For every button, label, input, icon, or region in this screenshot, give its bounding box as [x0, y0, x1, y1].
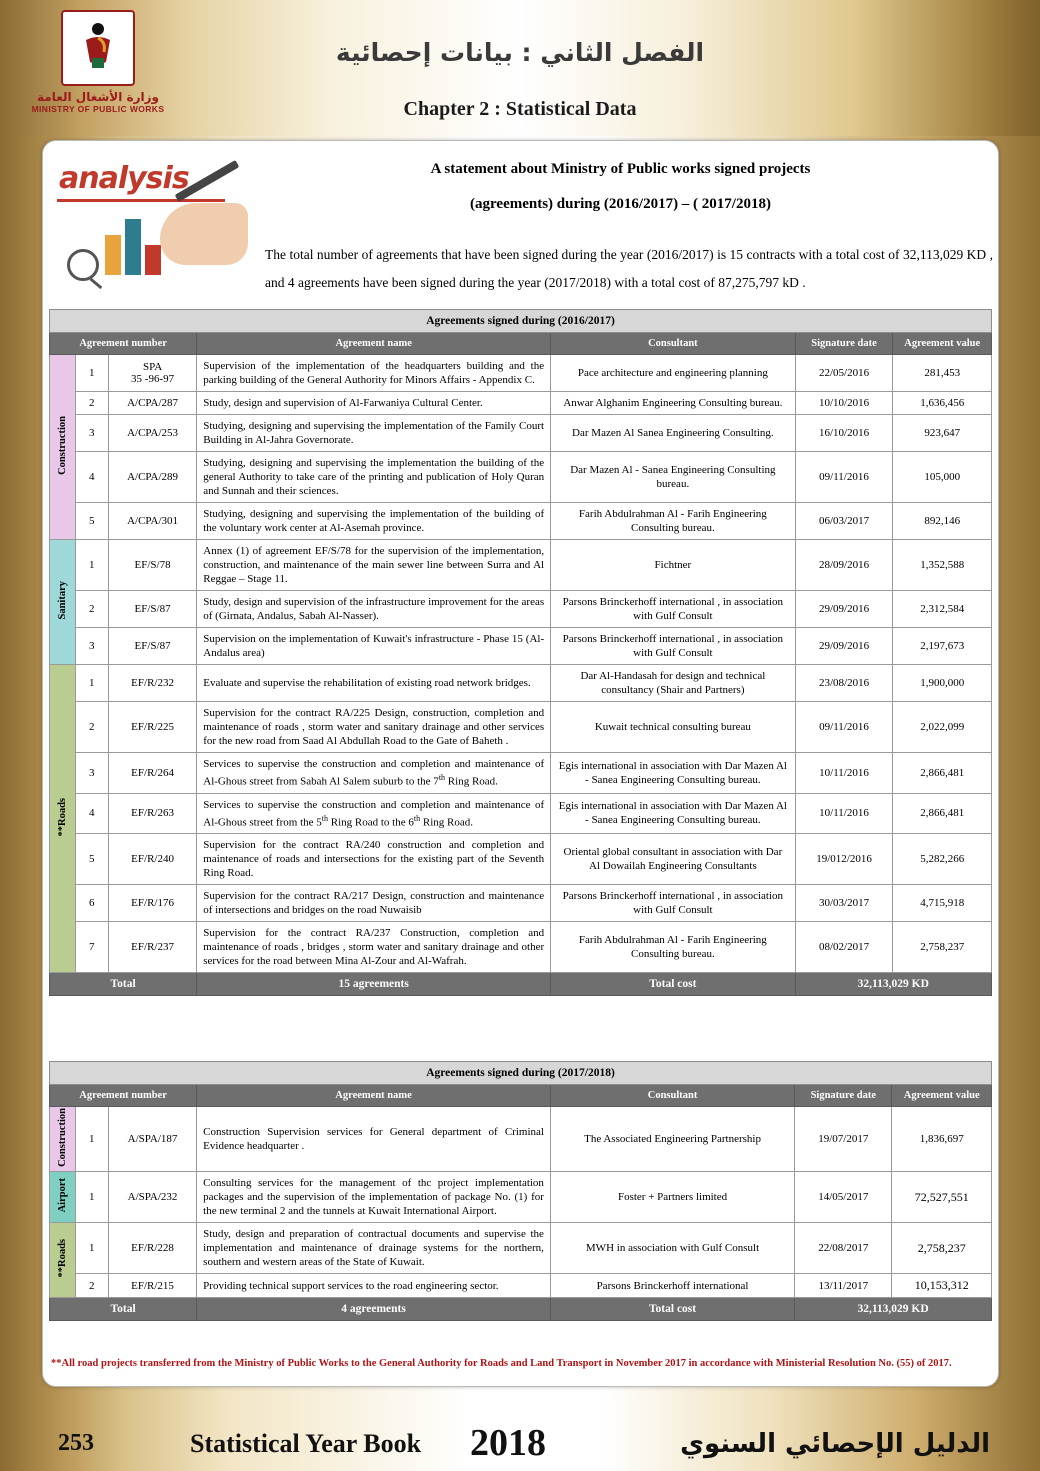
signature-date: 14/05/2017	[795, 1172, 892, 1223]
col-consultant: Consultant	[551, 333, 795, 355]
logo-english-label: MINISTRY OF PUBLIC WORKS	[31, 104, 165, 114]
signature-date: 16/10/2016	[795, 415, 893, 452]
consultant: Farih Abdulrahman Al - Farih Engineering Consulting bureau.	[551, 503, 795, 540]
footer-year: 2018	[470, 1422, 546, 1464]
consultant: Dar Al-Handasah for design and technical consultancy (Shair and Partners)	[551, 665, 795, 702]
agreement-name: Supervision for the contract RA/225 Design, construction, completion and maintenance of roads , storm water and sanitary drainage and other services for the new road from Saad Al Abdullah Road to the Gate of Baheth .	[197, 702, 551, 753]
row-index: 3	[75, 753, 108, 794]
agreement-number: A/CPA/253	[108, 415, 196, 452]
table-row	[50, 628, 992, 665]
row-index: 2	[75, 702, 108, 753]
total-agreements: 4 agreements	[197, 1298, 551, 1321]
row-index: 2	[75, 1274, 108, 1298]
total-agreements: 15 agreements	[197, 973, 551, 996]
table-row	[50, 540, 992, 591]
section2-header-row	[50, 1085, 992, 1107]
signature-date: 08/02/2017	[795, 922, 893, 973]
col-agreement-number: Agreement number	[50, 333, 197, 355]
content-card	[42, 140, 999, 1387]
col-consultant: Consultant	[550, 1085, 794, 1107]
consultant: MWH in association with Gulf Consult	[550, 1223, 794, 1274]
agreement-name: Studying, designing and supervising the implementation of the Family Court Building in Al-Jahra Governorate.	[197, 415, 551, 452]
agreement-value: 105,000	[893, 452, 992, 503]
chapter-title-arabic: الفصل الثاني : بيانات إحصائية	[335, 38, 705, 67]
consultant: Pace architecture and engineering planning	[551, 355, 795, 392]
row-index: 3	[75, 415, 108, 452]
section-2017-2018	[49, 1061, 992, 1321]
agreement-value: 72,527,551	[892, 1172, 992, 1223]
table-row	[50, 1274, 992, 1298]
col-agreement-name: Agreement name	[197, 1085, 551, 1107]
chapter-title-english: Chapter 2 : Statistical Data	[403, 98, 637, 120]
agreement-name: Studying, designing and supervising the implementation of the building of the voluntary work center at Al-Asemah province.	[197, 503, 551, 540]
total-label: Total	[50, 973, 197, 996]
agreement-name: Evaluate and supervise the rehabilitation of existing road network bridges.	[197, 665, 551, 702]
consultant: Parsons Brinckerhoff international , in association with Gulf Consult	[551, 885, 795, 922]
agreement-value: 2,758,237	[893, 922, 992, 973]
agreement-value: 5,282,266	[893, 834, 992, 885]
agreement-value: 1,900,000	[893, 665, 992, 702]
statement-title-line2: (agreements) during (2016/2017) – ( 2017/2018)	[470, 196, 771, 212]
agreement-number: EF/S/87	[108, 591, 196, 628]
consultant: The Associated Engineering Partnership	[550, 1107, 794, 1172]
chart-bar-2	[125, 219, 141, 275]
agreement-value: 2,312,584	[893, 591, 992, 628]
agreement-number: EF/R/228	[108, 1223, 196, 1274]
category-construction: Construction	[50, 1107, 76, 1172]
magnifier-icon	[67, 249, 99, 281]
agreement-value: 281,453	[893, 355, 992, 392]
agreement-value: 2,866,481	[893, 793, 992, 834]
row-index: 5	[75, 834, 108, 885]
row-index: 1	[75, 1107, 108, 1172]
agreement-name: Supervision for the contract RA/240 construction and completion and maintenance of roads and intersections for the existing part of the Seventh Ring Road.	[197, 834, 551, 885]
magnifier-handle-icon	[90, 278, 103, 289]
col-agreement-value: Agreement value	[892, 1085, 992, 1107]
section2-caption: Agreements signed during (2017/2018)	[50, 1062, 992, 1085]
category-roads: **Roads	[50, 1223, 76, 1298]
signature-date: 10/11/2016	[795, 793, 893, 834]
page-number: 253	[58, 1430, 94, 1456]
table-row	[50, 922, 992, 973]
agreement-value: 2,022,099	[893, 702, 992, 753]
consultant: Parsons Brinckerhoff international	[550, 1274, 794, 1298]
consultant: Egis international in association with Dar Mazen Al - Sanea Engineering Consulting bureau.	[551, 753, 795, 794]
category-roads: **Roads	[50, 665, 76, 973]
signature-date: 29/09/2016	[795, 591, 893, 628]
signature-date: 22/08/2017	[795, 1223, 892, 1274]
agreement-number: A/CPA/289	[108, 452, 196, 503]
agreement-number: EF/S/87	[108, 628, 196, 665]
statement-title-line1: A statement about Ministry of Public works signed projects	[430, 161, 811, 177]
chart-bar-1	[105, 235, 121, 275]
category-construction: Construction	[50, 355, 76, 540]
consultant: Parsons Brinckerhoff international , in association with Gulf Consult	[551, 628, 795, 665]
section1-caption: Agreements signed during (2016/2017)	[50, 310, 992, 333]
table-row	[50, 834, 992, 885]
consultant: Kuwait technical consulting bureau	[551, 702, 795, 753]
table-row	[50, 452, 992, 503]
signature-date: 10/11/2016	[795, 753, 893, 794]
row-index: 5	[75, 503, 108, 540]
signature-date: 06/03/2017	[795, 503, 893, 540]
signature-date: 19/012/2016	[795, 834, 893, 885]
table-row	[50, 415, 992, 452]
row-index: 2	[75, 392, 108, 415]
agreement-name: Supervision for the contract RA/217 Design, construction and maintenance of intersections and bridges on the road Nuwaisib	[197, 885, 551, 922]
footer-book-title: Statistical Year Book	[190, 1429, 422, 1458]
agreement-name: Consulting services for the management of thc project implementation packages and the supervision of the implementation of package No. (1) for the new terminal 2 and the tunnels at Kuwait International Airport.	[197, 1172, 551, 1223]
agreement-number: EF/R/237	[108, 922, 196, 973]
table-row	[50, 591, 992, 628]
category-sanitary: Sanitary	[50, 540, 76, 665]
agreement-number: A/SPA/187	[108, 1107, 196, 1172]
table-row	[50, 665, 992, 702]
signature-date: 29/09/2016	[795, 628, 893, 665]
agreement-name: Services to supervise the construction and completion and maintenance of Al-Ghous street from Sabah Al Salem suburb to the 7th Ring Road.	[197, 753, 551, 794]
consultant: Parsons Brinckerhoff international , in association with Gulf Consult	[551, 591, 795, 628]
agreement-value: 2,758,237	[892, 1223, 992, 1274]
total-cost-label: Total cost	[550, 1298, 794, 1321]
total-cost-value: 32,113,029 KD	[795, 1298, 992, 1321]
signature-date: 13/11/2017	[795, 1274, 892, 1298]
row-index: 1	[75, 665, 108, 702]
signature-date: 09/11/2016	[795, 702, 893, 753]
agreement-number: EF/R/232	[108, 665, 196, 702]
agreement-value: 1,352,588	[893, 540, 992, 591]
agreement-number: EF/R/240	[108, 834, 196, 885]
agreement-name: Study, design and preparation of contractual documents and supervise the implementation and maintenance of drainage systems for the northern, southern and western areas of the State of Kuwait.	[197, 1223, 551, 1274]
table-row	[50, 793, 992, 834]
agreement-value: 1,636,456	[893, 392, 992, 415]
agreement-name: Supervision on the implementation of Kuwait's infrastructure - Phase 15 (Al-Andalus area)	[197, 628, 551, 665]
category-airport: Airport	[50, 1172, 76, 1223]
agreement-number: EF/R/225	[108, 702, 196, 753]
agreement-number: EF/R/264	[108, 753, 196, 794]
agreement-name: Providing technical support services to the road engineering sector.	[197, 1274, 551, 1298]
row-index: 1	[75, 1172, 108, 1223]
consultant: Fichtner	[551, 540, 795, 591]
agreement-value: 923,647	[893, 415, 992, 452]
chart-bar-3	[145, 245, 161, 275]
section1-total-row	[50, 973, 992, 996]
section1-header-row	[50, 333, 992, 355]
footer-arabic-title: الدليل الإحصائي السنوي	[680, 1429, 990, 1459]
table-row	[50, 355, 992, 392]
agreement-name: Services to supervise the construction and completion and maintenance of Al-Ghous street from the 5th Ring Road to the 6th Ring Road.	[197, 793, 551, 834]
agreement-number: SPA 35 -96-97	[108, 355, 196, 392]
agreement-number: A/SPA/232	[108, 1172, 196, 1223]
agreement-name: Supervision of the implementation of the headquarters building and the parking building of the General Authority for Minors Affairs - Appendix C.	[197, 355, 551, 392]
agreement-value: 2,866,481	[893, 753, 992, 794]
table-row	[50, 702, 992, 753]
consultant: Foster + Partners limited	[550, 1172, 794, 1223]
table-row	[50, 1223, 992, 1274]
logo-arabic-label: وزارة الأشغال العامة	[37, 90, 159, 104]
agreement-number: EF/R/176	[108, 885, 196, 922]
analysis-illustration	[53, 149, 248, 289]
table-row	[50, 503, 992, 540]
row-index: 3	[75, 628, 108, 665]
agreement-value: 1,836,697	[892, 1107, 992, 1172]
total-cost-label: Total cost	[551, 973, 795, 996]
agreement-value: 4,715,918	[893, 885, 992, 922]
row-index: 1	[75, 355, 108, 392]
agreement-number: EF/S/78	[108, 540, 196, 591]
table-row	[50, 1107, 992, 1172]
signature-date: 19/07/2017	[795, 1107, 892, 1172]
consultant: Farih Abdulrahman Al - Farih Engineering Consulting bureau.	[551, 922, 795, 973]
table-row	[50, 1172, 992, 1223]
signature-date: 22/05/2016	[795, 355, 893, 392]
agreement-number: A/CPA/287	[108, 392, 196, 415]
footnote-text: **All road projects transferred from the Ministry of Public Works to the General Authority for Roads and Land Transport in November 2017 in accordance with Ministerial Resolution No. (55) of 2017.	[51, 1358, 952, 1369]
consultant: Anwar Alghanim Engineering Consulting bureau.	[551, 392, 795, 415]
analysis-word: analysis	[59, 161, 189, 196]
col-signature-date: Signature date	[795, 1085, 892, 1107]
agreement-value: 2,197,673	[893, 628, 992, 665]
col-agreement-value: Agreement value	[893, 333, 992, 355]
agreement-name: Study, design and supervision of Al-Farwaniya Cultural Center.	[197, 392, 551, 415]
table-row	[50, 753, 992, 794]
total-label: Total	[50, 1298, 197, 1321]
section2-total-row	[50, 1298, 992, 1321]
col-agreement-number: Agreement number	[50, 1085, 197, 1107]
col-signature-date: Signature date	[795, 333, 893, 355]
consultant: Dar Mazen Al - Sanea Engineering Consulting bureau.	[551, 452, 795, 503]
row-index: 4	[75, 793, 108, 834]
signature-date: 10/10/2016	[795, 392, 893, 415]
consultant: Oriental global consultant in association with Dar Al Dowailah Engineering Consultants	[551, 834, 795, 885]
table-row	[50, 885, 992, 922]
signature-date: 09/11/2016	[795, 452, 893, 503]
agreement-value: 10,153,312	[892, 1274, 992, 1298]
agreement-name: Annex (1) of agreement EF/S/78 for the supervision of the implementation, construction, and maintenance of the main sewer line between Surra and Al Reggae – Stage 11.	[197, 540, 551, 591]
table-row	[50, 392, 992, 415]
hand-illustration	[160, 203, 248, 265]
agreement-name: Supervision for the contract RA/237 Construction, completion and maintenance of roads , bridges , storm water and sanitary drainage and other services for the road between Mina Al-Zour and Al-Wafrah.	[197, 922, 551, 973]
agreement-number: EF/R/215	[108, 1274, 196, 1298]
agreement-value: 892,146	[893, 503, 992, 540]
agreement-name: Studying, designing and supervising the implementation the building of the general Authority to take care of the printing and publication of Holy Quran and Sunnah and their sciences.	[197, 452, 551, 503]
consultant: Egis international in association with Dar Mazen Al - Sanea Engineering Consulting bureau.	[551, 793, 795, 834]
agreements-table-2016-2017	[49, 309, 992, 996]
signature-date: 28/09/2016	[795, 540, 893, 591]
row-index: 2	[75, 591, 108, 628]
row-index: 4	[75, 452, 108, 503]
row-index: 1	[75, 540, 108, 591]
signature-date: 30/03/2017	[795, 885, 893, 922]
agreement-name: Construction Supervision services for General department of Criminal Evidence headquarter .	[197, 1107, 551, 1172]
row-index: 1	[75, 1223, 108, 1274]
col-agreement-name: Agreement name	[197, 333, 551, 355]
row-index: 6	[75, 885, 108, 922]
section-2016-2017	[49, 309, 992, 996]
row-index: 7	[75, 922, 108, 973]
agreement-number: A/CPA/301	[108, 503, 196, 540]
total-cost-value: 32,113,029 KD	[795, 973, 991, 996]
statement-paragraph: The total number of agreements that have been signed during the year (2016/2017) is 15 contracts with a total cost of 32,113,029 KD , and 4 agreements have been signed during the year (2017/2018) with a total cost of 87,275,797 kD .	[265, 247, 993, 290]
analysis-underline	[57, 199, 225, 202]
agreement-name: Study, design and supervision of the infrastructure improvement for the areas of (Girnata, Andalus, Sabah Al-Nasser).	[197, 591, 551, 628]
agreements-table-2017-2018	[49, 1061, 992, 1321]
agreement-number: EF/R/263	[108, 793, 196, 834]
consultant: Dar Mazen Al Sanea Engineering Consulting.	[551, 415, 795, 452]
signature-date: 23/08/2016	[795, 665, 893, 702]
